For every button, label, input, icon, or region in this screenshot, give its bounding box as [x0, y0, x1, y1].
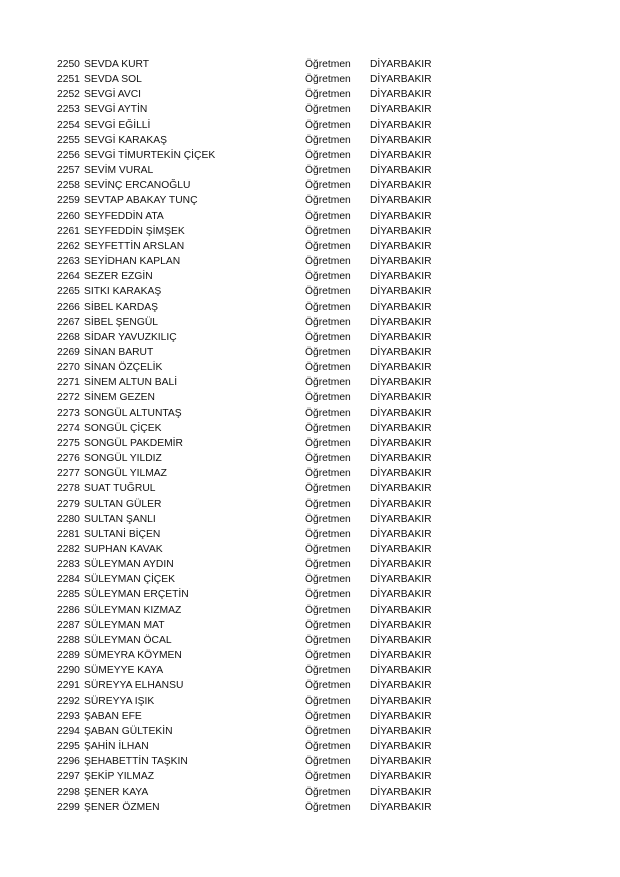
list-item: [57, 497, 477, 512]
list-item: [57, 254, 477, 269]
person-name: SULTANİ BİÇEN: [84, 528, 161, 540]
person-city: DİYARBAKIR: [370, 453, 432, 465]
person-city: DİYARBAKIR: [370, 725, 432, 737]
person-title: Öğretmen: [305, 634, 351, 646]
row-number: 2282: [57, 544, 80, 555]
list-item: [57, 224, 477, 239]
person-city: DİYARBAKIR: [370, 89, 432, 101]
row-number: 2266: [57, 301, 80, 313]
list-item: [57, 648, 477, 663]
row-number: 2260: [57, 210, 80, 222]
person-title: Öğretmen: [305, 407, 351, 419]
person-name: SEVGİ KARAKAŞ: [84, 134, 167, 146]
person-name: SEVTAP ABAKAY TUNÇ: [84, 195, 198, 207]
list-item: [57, 148, 477, 163]
row-number: 2296: [57, 756, 80, 768]
list-item: [57, 269, 477, 284]
person-title: Öğretmen: [305, 422, 351, 434]
list-item: [57, 709, 477, 724]
person-title: Öğretmen: [305, 180, 351, 192]
person-title: Öğretmen: [305, 695, 351, 707]
row-number: 2254: [57, 119, 80, 131]
list-item: [57, 87, 477, 102]
list-item: [57, 633, 477, 648]
list-item: [57, 209, 477, 224]
row-number: 2281: [57, 528, 80, 540]
person-city: DİYARBAKIR: [370, 559, 432, 571]
person-name: SEVGİ EĞİLLİ: [84, 119, 151, 131]
list-item: [57, 466, 477, 481]
row-number: 2261: [57, 225, 80, 237]
person-title: Öğretmen: [305, 604, 351, 616]
person-city: DİYARBAKIR: [370, 225, 432, 237]
person-title: Öğretmen: [305, 210, 351, 222]
person-name: SONGÜL ALTUNTAŞ: [84, 407, 182, 419]
person-name: SEVDA KURT: [84, 59, 150, 70]
list-item: [57, 451, 477, 466]
person-title: Öğretmen: [305, 544, 351, 555]
person-name: SEVİM VURAL: [84, 165, 154, 177]
person-title: Öğretmen: [305, 74, 351, 86]
person-name: SÜLEYMAN KIZMAZ: [84, 604, 182, 616]
person-city: DİYARBAKIR: [370, 346, 432, 358]
person-title: Öğretmen: [305, 725, 351, 737]
row-number: 2262: [57, 240, 80, 252]
person-city: DİYARBAKIR: [370, 195, 432, 207]
person-city: DİYARBAKIR: [370, 59, 432, 70]
person-city: DİYARBAKIR: [370, 331, 432, 343]
person-title: Öğretmen: [305, 498, 351, 510]
row-number: 2265: [57, 286, 80, 298]
list-item: [57, 587, 477, 602]
person-city: DİYARBAKIR: [370, 634, 432, 646]
person-city: DİYARBAKIR: [370, 801, 432, 813]
person-city: DİYARBAKIR: [370, 149, 432, 161]
row-number: 2297: [57, 771, 80, 783]
person-name: ŞAHİN İLHAN: [84, 741, 149, 753]
person-city: DİYARBAKIR: [370, 286, 432, 298]
person-name: SUAT TUĞRUL: [84, 483, 156, 495]
row-number: 2294: [57, 725, 80, 737]
person-name: SÜLEYMAN ÇİÇEK: [84, 574, 175, 586]
person-city: DİYARBAKIR: [370, 210, 432, 222]
person-name: SONGÜL YILDIZ: [84, 453, 162, 465]
row-number: 2276: [57, 453, 80, 465]
person-city: DİYARBAKIR: [370, 710, 432, 722]
person-title: Öğretmen: [305, 316, 351, 328]
row-number: 2263: [57, 256, 80, 268]
person-name: SUPHAN KAVAK: [84, 544, 163, 555]
list-item: [57, 406, 477, 421]
person-city: DİYARBAKIR: [370, 377, 432, 389]
person-city: DİYARBAKIR: [370, 422, 432, 434]
person-city: DİYARBAKIR: [370, 468, 432, 480]
person-city: DİYARBAKIR: [370, 695, 432, 707]
person-name: SULTAN GÜLER: [84, 498, 162, 510]
person-title: Öğretmen: [305, 134, 351, 146]
person-city: DİYARBAKIR: [370, 771, 432, 783]
person-title: Öğretmen: [305, 650, 351, 662]
list-item: [57, 694, 477, 709]
person-title: Öğretmen: [305, 104, 351, 116]
person-title: Öğretmen: [305, 256, 351, 268]
person-title: Öğretmen: [305, 559, 351, 571]
list-item: [57, 284, 477, 299]
row-number: 2295: [57, 741, 80, 753]
person-title: Öğretmen: [305, 453, 351, 465]
row-number: 2298: [57, 786, 80, 798]
person-name: SÜLEYMAN MAT: [84, 619, 165, 631]
person-city: DİYARBAKIR: [370, 104, 432, 116]
person-title: Öğretmen: [305, 286, 351, 298]
person-title: Öğretmen: [305, 801, 351, 813]
person-name: SEVDA SOL: [84, 74, 142, 86]
person-city: DİYARBAKIR: [370, 498, 432, 510]
row-number: 2259: [57, 195, 80, 207]
person-name: SEVGİ AYTİN: [84, 104, 148, 116]
person-title: Öğretmen: [305, 119, 351, 131]
person-title: Öğretmen: [305, 513, 351, 525]
person-title: Öğretmen: [305, 574, 351, 586]
row-number: 2290: [57, 665, 80, 677]
list-item: [57, 360, 477, 375]
row-number: 2273: [57, 407, 80, 419]
person-city: DİYARBAKIR: [370, 437, 432, 449]
person-city: DİYARBAKIR: [370, 483, 432, 495]
list-item: [57, 300, 477, 315]
person-name: SİBEL ŞENGÜL: [84, 316, 159, 328]
person-name: SİNEM ALTUN BALİ: [84, 377, 178, 389]
person-title: Öğretmen: [305, 301, 351, 313]
list-item: [57, 72, 477, 87]
list-item: [57, 618, 477, 633]
list-item: [57, 375, 477, 390]
person-city: DİYARBAKIR: [370, 619, 432, 631]
person-name: SÜMEYYE KAYA: [84, 665, 164, 677]
person-name: SİNAN BARUT: [84, 346, 154, 358]
row-number: 2271: [57, 377, 80, 389]
row-number: 2277: [57, 468, 80, 480]
list-item: [57, 421, 477, 436]
person-title: Öğretmen: [305, 771, 351, 783]
person-title: Öğretmen: [305, 437, 351, 449]
list-item: [57, 178, 477, 193]
list-item: [57, 678, 477, 693]
person-city: DİYARBAKIR: [370, 240, 432, 252]
list-item: [57, 572, 477, 587]
person-city: DİYARBAKIR: [370, 574, 432, 586]
row-number: 2280: [57, 513, 80, 525]
person-name: SULTAN ŞANLI: [84, 513, 156, 525]
person-city: DİYARBAKIR: [370, 407, 432, 419]
person-name: SÜLEYMAN ÖCAL: [84, 634, 172, 646]
person-name: SEYFETTİN ARSLAN: [84, 240, 185, 252]
person-name: SÜREYYA IŞIK: [84, 695, 155, 707]
person-title: Öğretmen: [305, 89, 351, 101]
person-title: Öğretmen: [305, 271, 351, 283]
row-number: 2250: [57, 59, 80, 70]
list-item: [57, 118, 477, 133]
person-name: SEZER EZGİN: [84, 271, 153, 283]
list-item: [57, 754, 477, 769]
person-city: DİYARBAKIR: [370, 362, 432, 374]
row-number: 2292: [57, 695, 80, 707]
row-number: 2283: [57, 559, 80, 571]
person-name: ŞENER KAYA: [84, 786, 149, 798]
person-title: Öğretmen: [305, 346, 351, 358]
person-city: DİYARBAKIR: [370, 180, 432, 192]
person-city: DİYARBAKIR: [370, 756, 432, 768]
person-city: DİYARBAKIR: [370, 741, 432, 753]
row-number: 2272: [57, 392, 80, 404]
person-name: SITKI KARAKAŞ: [84, 286, 162, 298]
row-number: 2270: [57, 362, 80, 374]
list-item: [57, 239, 477, 254]
person-name: ŞEKİP YILMAZ: [84, 771, 155, 783]
list-item: [57, 557, 477, 572]
row-number: 2255: [57, 134, 80, 146]
person-title: Öğretmen: [305, 225, 351, 237]
person-name: SONGÜL YILMAZ: [84, 468, 167, 480]
person-title: Öğretmen: [305, 59, 351, 70]
person-title: Öğretmen: [305, 392, 351, 404]
row-number: 2288: [57, 634, 80, 646]
person-city: DİYARBAKIR: [370, 513, 432, 525]
person-city: DİYARBAKIR: [370, 650, 432, 662]
row-number: 2264: [57, 271, 80, 283]
row-number: 2267: [57, 316, 80, 328]
person-city: DİYARBAKIR: [370, 544, 432, 555]
person-name: SÜLEYMAN AYDIN: [84, 559, 174, 571]
person-name: SEVGİ TİMURTEKİN ÇİÇEK: [84, 149, 216, 161]
person-city: DİYARBAKIR: [370, 786, 432, 798]
list-item: [57, 193, 477, 208]
row-number: 2252: [57, 89, 80, 101]
person-city: DİYARBAKIR: [370, 134, 432, 146]
person-name: SÜLEYMAN ERÇETİN: [84, 589, 189, 601]
person-title: Öğretmen: [305, 710, 351, 722]
person-title: Öğretmen: [305, 756, 351, 768]
person-city: DİYARBAKIR: [370, 589, 432, 601]
person-city: DİYARBAKIR: [370, 316, 432, 328]
row-number: 2287: [57, 619, 80, 631]
list-item: [57, 315, 477, 330]
person-city: DİYARBAKIR: [370, 119, 432, 131]
list-item: [57, 390, 477, 405]
list-item: [57, 603, 477, 618]
row-number: 2275: [57, 437, 80, 449]
person-name: SEYFEDDİN ŞİMŞEK: [84, 225, 185, 237]
person-title: Öğretmen: [305, 665, 351, 677]
row-number: 2258: [57, 180, 80, 192]
row-number: 2256: [57, 149, 80, 161]
person-city: DİYARBAKIR: [370, 392, 432, 404]
person-name: ŞABAN GÜLTEKİN: [84, 725, 173, 737]
person-city: DİYARBAKIR: [370, 74, 432, 86]
person-name: ŞABAN EFE: [84, 710, 142, 722]
row-number: 2278: [57, 483, 80, 495]
person-title: Öğretmen: [305, 377, 351, 389]
person-name: SEYİDHAN KAPLAN: [84, 256, 181, 268]
person-name: SİNEM GEZEN: [84, 392, 155, 404]
list-item: [57, 542, 477, 557]
person-name: SONGÜL ÇİÇEK: [84, 422, 162, 434]
person-title: Öğretmen: [305, 240, 351, 252]
row-number: 2269: [57, 346, 80, 358]
person-city: DİYARBAKIR: [370, 301, 432, 313]
list-item: [57, 800, 477, 815]
person-name: SİNAN ÖZÇELİK: [84, 362, 163, 374]
person-name: SÜREYYA ELHANSU: [84, 680, 184, 692]
row-number: 2284: [57, 574, 80, 586]
row-number: 2257: [57, 165, 80, 177]
person-city: DİYARBAKIR: [370, 680, 432, 692]
person-title: Öğretmen: [305, 468, 351, 480]
person-title: Öğretmen: [305, 483, 351, 495]
list-item: [57, 739, 477, 754]
person-name: SİBEL KARDAŞ: [84, 301, 159, 313]
person-name: SİDAR YAVUZKILIÇ: [84, 331, 177, 343]
row-number: 2279: [57, 498, 80, 510]
row-number: 2286: [57, 604, 80, 616]
person-title: Öğretmen: [305, 331, 351, 343]
person-city: DİYARBAKIR: [370, 528, 432, 540]
person-name: SEYFEDDİN ATA: [84, 210, 164, 222]
row-number: 2291: [57, 680, 80, 692]
person-title: Öğretmen: [305, 589, 351, 601]
personnel-list: [57, 57, 477, 815]
person-title: Öğretmen: [305, 165, 351, 177]
list-item: [57, 163, 477, 178]
person-city: DİYARBAKIR: [370, 271, 432, 283]
list-item: [57, 436, 477, 451]
person-title: Öğretmen: [305, 149, 351, 161]
row-number: 2289: [57, 650, 80, 662]
list-item: [57, 481, 477, 496]
person-name: SONGÜL PAKDEMİR: [84, 437, 183, 449]
person-title: Öğretmen: [305, 680, 351, 692]
person-title: Öğretmen: [305, 195, 351, 207]
person-name: ŞEHABETTİN TAŞKIN: [84, 756, 188, 768]
list-item: [57, 769, 477, 784]
list-item: [57, 133, 477, 148]
list-item: [57, 724, 477, 739]
row-number: 2253: [57, 104, 80, 116]
person-city: DİYARBAKIR: [370, 256, 432, 268]
person-name: SEVGİ AVCI: [84, 89, 142, 101]
person-title: Öğretmen: [305, 362, 351, 374]
list-item: [57, 102, 477, 117]
person-title: Öğretmen: [305, 619, 351, 631]
person-title: Öğretmen: [305, 528, 351, 540]
person-city: DİYARBAKIR: [370, 165, 432, 177]
person-city: DİYARBAKIR: [370, 665, 432, 677]
row-number: 2285: [57, 589, 80, 601]
row-number: 2251: [57, 74, 80, 86]
row-number: 2299: [57, 801, 80, 813]
list-item: [57, 527, 477, 542]
row-number: 2274: [57, 422, 80, 434]
list-item: [57, 512, 477, 527]
person-title: Öğretmen: [305, 786, 351, 798]
list-item: [57, 57, 477, 72]
list-item: [57, 345, 477, 360]
list-item: [57, 785, 477, 800]
person-name: SÜMEYRA KÖYMEN: [84, 650, 182, 662]
row-number: 2268: [57, 331, 80, 343]
list-item: [57, 330, 477, 345]
person-name: ŞENER ÖZMEN: [84, 801, 160, 813]
person-city: DİYARBAKIR: [370, 604, 432, 616]
list-item: [57, 663, 477, 678]
person-name: SEVİNÇ ERCANOĞLU: [84, 180, 191, 192]
row-number: 2293: [57, 710, 80, 722]
person-title: Öğretmen: [305, 741, 351, 753]
